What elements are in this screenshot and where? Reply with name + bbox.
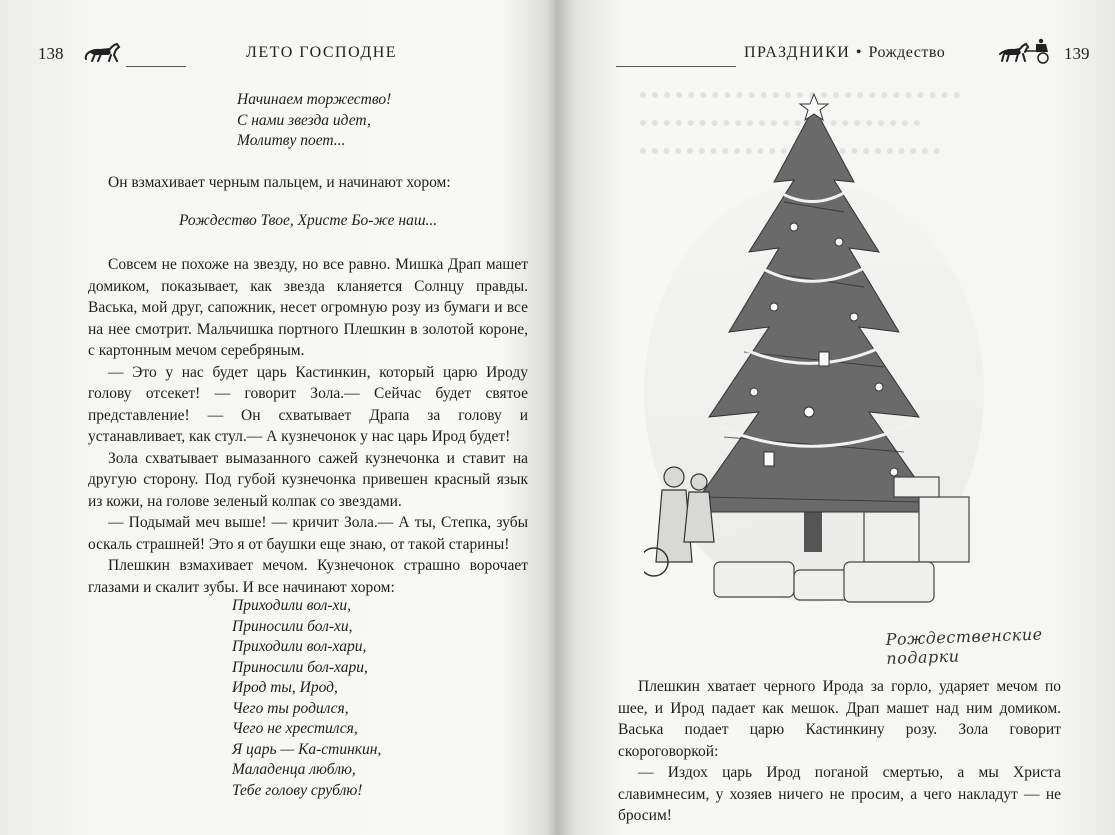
illustration-caption: Рождественские подарки	[885, 624, 1043, 668]
running-head-main: ПРАЗДНИКИ	[744, 44, 851, 61]
paragraph-chorus-intro	[88, 172, 528, 194]
verse-block-2	[232, 596, 381, 801]
running-head-right	[744, 44, 945, 62]
verse-line: Чего не хрестился,	[232, 720, 358, 737]
horse-carriage-icon	[996, 38, 1058, 66]
right-page	[556, 0, 1115, 835]
paragraph: Плешкин хватает черного Ирода за горло, ударяет мечом по шее, и Ирод падает как мешок. Драп машет над ним домиком. Васька подает царю Кастинкину розу. Зола говорит скороговоркой:	[618, 678, 1061, 760]
verse-line: Чего ты родился,	[232, 699, 349, 717]
verse-line: Приносили бол-хи,	[232, 617, 353, 635]
verse-line: Тебе голову срублю!	[232, 781, 363, 799]
verse-line: Молитву поет...	[237, 132, 346, 149]
running-head-sub: Рождество	[868, 44, 946, 61]
main-text-left	[88, 254, 528, 598]
paragraph: Зола схватывает вымазанного сажей кузнечонка и ставит на другую сторону. Под губой кузнечонка привешен красный язык из кожи, на голове зеленый колпак со звездами.	[88, 449, 528, 510]
verse-line: Я царь — Ка-стинкин,	[232, 740, 382, 758]
page-number-right: 139	[1064, 44, 1090, 63]
paragraph: — Издох царь Ирод поганой смертью, а мы Христа славимнесим, у хозяев ничего не просим, а чего накладут — не бросим!	[618, 764, 1061, 824]
verse-line: Начинаем торжество!	[237, 91, 392, 108]
paragraph: Плешкин взмахивает мечом. Кузнечонок страшно ворочает глазами и скалит зубы. И все начинают хором:	[88, 557, 528, 596]
main-text-right	[618, 676, 1061, 827]
paragraph: — Это у нас будет царь Кастинкин, который царю Ироду голову отсекет! — говорит Зола.— Сейчас будет святое представление! — Он схватывает Драпа за голову и устанавливает, как стул.— А кузнечонок у нас царь Ирод будет!	[88, 363, 528, 445]
paragraph: Он взмахивает черным пальцем, и начинают хором:	[108, 174, 451, 191]
paragraph: — Подымай меч выше! — кричит Зола.— А ты, Степка, зубы оскаль страшней! Это я от баушки еще знаю, от такой старины!	[88, 514, 528, 553]
verse-line: Приходили вол-хари,	[232, 638, 367, 655]
header-rule-right	[616, 66, 736, 67]
left-page	[0, 0, 556, 835]
christmas-tree-illustration	[644, 92, 984, 612]
paragraph: Совсем не похоже на звезду, но все равно. Мишка Драп машет домиком, показывает, как звезда кланяется Солнцу правды. Васька, мой друг, сапожник, несет огромную розу из бумаги и все на нее смотрит. Мальчишка портного Плешкин в золотой короне, с картонным мечом серебряным.	[88, 256, 528, 359]
verse-line: Приносили бол-хари,	[232, 658, 368, 676]
running-head-left: ЛЕТО ГОСПОДНЕ	[246, 44, 398, 61]
verse-line: С нами звезда идет,	[237, 111, 371, 129]
verse-line: Маладенца люблю,	[232, 761, 356, 778]
page-number-left: 138	[38, 44, 64, 63]
centered-hymn-line: Рождество Твое, Христе Бо-же наш...	[179, 212, 438, 229]
verse-line: Приходили вол-хи,	[232, 597, 352, 614]
running-head-separator: •	[855, 44, 863, 61]
verse-block-1	[237, 90, 391, 152]
header-rule-left	[126, 66, 186, 67]
horse-icon	[84, 40, 124, 64]
verse-line: Ирод ты, Ирод,	[232, 679, 338, 696]
